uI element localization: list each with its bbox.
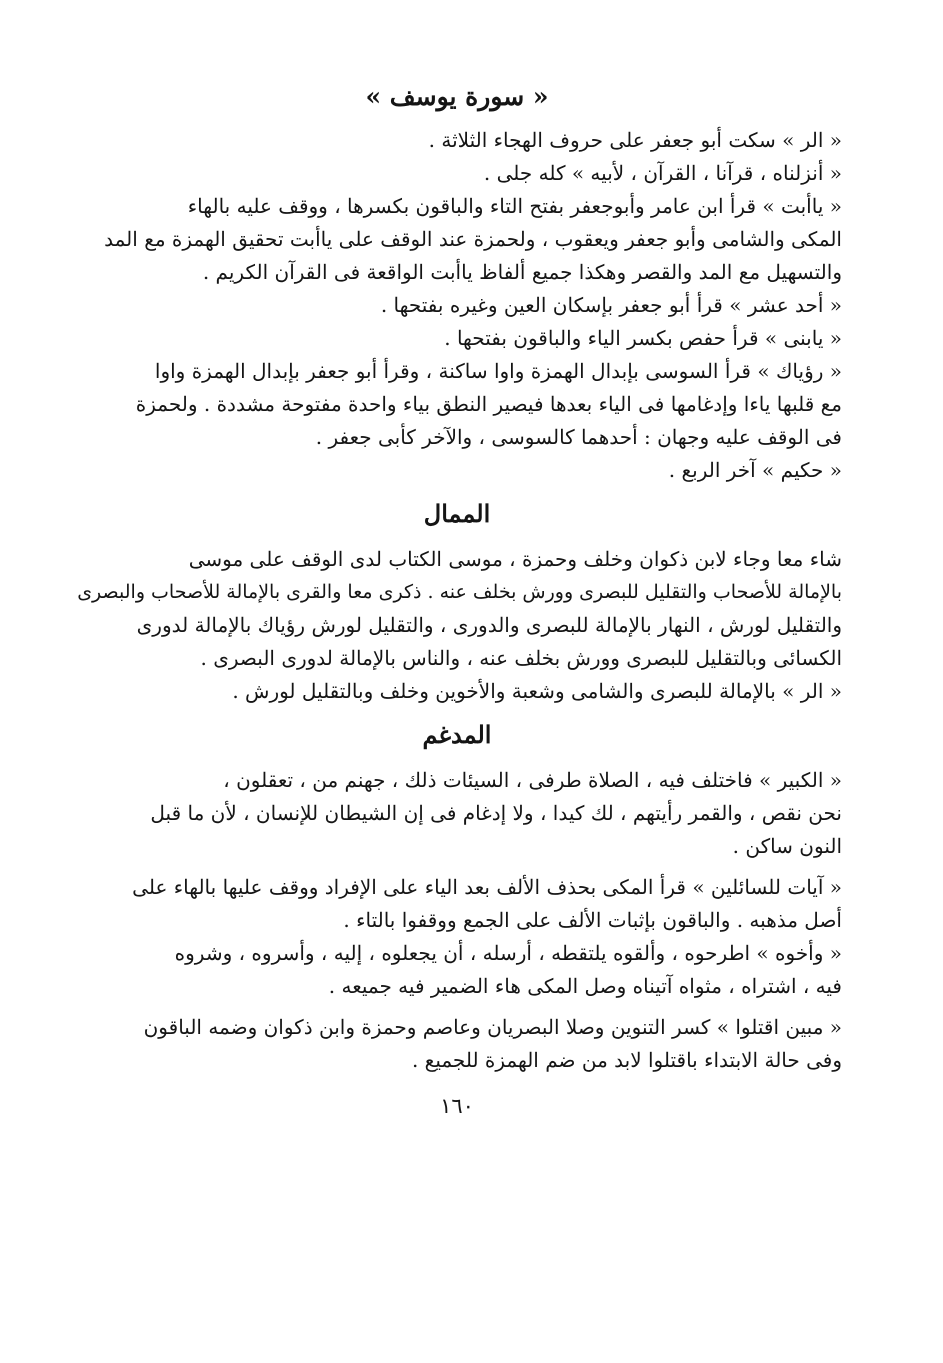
text-line: وفى حالة الابتداء باقتلوا لابد من ضم الهمزة للجميع . — [411, 1048, 842, 1072]
page-content — [72, 82, 842, 1119]
text-line: « يابنى » قرأ حفص بكسر الياء والباقون بفتحها . — [444, 326, 842, 350]
text-line: بالإمالة للأصحاب والتقليل للبصرى وورش بخلف عنه . ذكرى معا والقرى بالإمالة للأصحاب والبصرى — [77, 581, 842, 603]
paragraph-gap — [72, 863, 842, 871]
text-line: « الر » بالإمالة للبصرى والشامى وشعبة والأخوين وخلف وبالتقليل لورش . — [232, 679, 842, 703]
text-line: الكسائى وبالتقليل للبصرى وورش بخلف عنه ، والناس بالإمالة لدورى البصرى . — [200, 646, 842, 670]
section-mamal — [72, 543, 842, 708]
text-line: فى الوقف عليه وجهان : أحدهما كالسوسى ، والآخر كأبى جعفر . — [315, 425, 842, 449]
surah-title: « سورة يوسف » — [365, 82, 549, 111]
text-line: والتسهيل مع المد والقصر وهكذا جميع ألفاظ ياأبت الواقعة فى القرآن الكريم . — [202, 260, 842, 284]
text-line: « حكيم » آخر الربع . — [668, 458, 842, 482]
text-line: والتقليل لورش ، النهار بالإمالة للبصرى والدورى ، والتقليل لورش رؤياك بالإمالة لدورى — [136, 613, 842, 637]
text-line: شاء معا وجاء لابن ذكوان وخلف وحمزة ، موسى الكتاب لدى الوقف على موسى — [188, 547, 842, 571]
text-line: « مبين اقتلوا » كسر التنوين وصلا البصريان وعاصم وحمزة وابن ذكوان وضمه الباقون — [143, 1015, 842, 1039]
text-line: « رؤياك » قرأ السوسى بإبدال الهمزة واوا ساكنة ، وقرأ أبو جعفر بإبدال الهمزة واوا — [154, 359, 842, 383]
section-intro — [72, 124, 842, 487]
page-number: ١٦٠ — [440, 1094, 474, 1118]
text-line: المكى والشامى وأبو جعفر ويعقوب ، ولحمزة عند الوقف على ياأبت تحقيق الهمزة مع المد — [104, 227, 842, 251]
text-line: « ياأبت » قرأ ابن عامر وأبوجعفر بفتح التاء والباقون بكسرها ، ووقف عليه بالهاء — [187, 194, 842, 218]
text-line: « الكبير » فاختلف فيه ، الصلاة طرفى ، السيئات ذلك ، جهنم من ، تعقلون ، — [223, 768, 842, 792]
text-line: « أنزلناه ، قرآنا ، القرآن ، لأبيه » كله جلى . — [483, 161, 842, 185]
heading-mamal: الممال — [423, 499, 491, 528]
text-line: مع قلبها ياءا وإدغامها فى الياء بعدها فيصير النطق بياء واحدة مفتوحة مشددة . ولحمزة — [135, 392, 842, 416]
text-line: أصل مذهبه . والباقون بإثبات الألف على الجمع ووقفوا بالتاء . — [343, 908, 842, 932]
text-line: « أحد عشر » قرأ أبو جعفر بإسكان العين وغيره بفتحها . — [380, 293, 842, 317]
paragraph-gap — [72, 1003, 842, 1011]
text-line: « الر » سكت أبو جعفر على حروف الهجاء الثلاثة . — [428, 128, 842, 152]
text-line: نحن نقص ، والقمر رأيتهم ، لك كيدا ، ولا إدغام فى إن الشيطان للإنسان ، لأن ما قبل — [150, 801, 842, 825]
heading-mudgham: المدغم — [422, 720, 492, 749]
text-line: « وأخوه » اطرحوه ، وألقوه يلتقطه ، أرسله ، أن يجعلوه ، إليه ، وأسروه ، وشروه — [174, 941, 842, 965]
section-akhuh — [72, 937, 842, 1003]
section-mudgham — [72, 764, 842, 863]
text-line: « آيات للسائلين » قرأ المكى بحذف الألف بعد الياء على الإفراد ووقف عليها بالهاء على — [132, 875, 842, 899]
text-line: النون ساكن . — [732, 834, 842, 858]
text-line: فيه ، اشتراه ، مثواه آتيناه وصل المكى هاء الضمير فيه جميعه . — [328, 974, 842, 998]
section-ayat — [72, 871, 842, 937]
section-mubin — [72, 1011, 842, 1077]
